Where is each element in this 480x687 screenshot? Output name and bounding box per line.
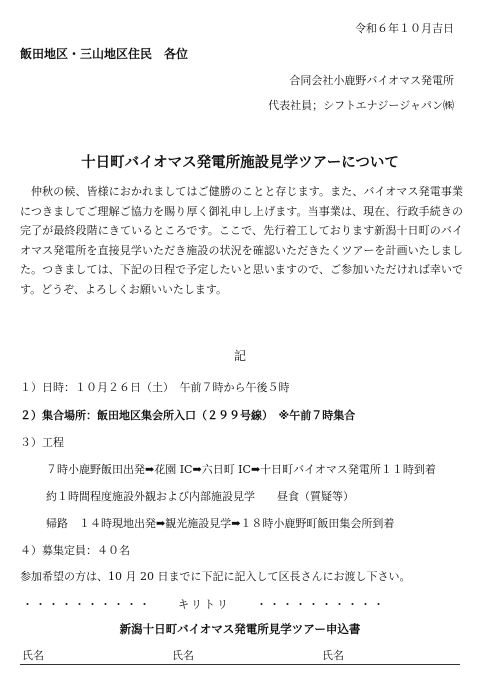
ki-heading: 記 [233,349,246,363]
addressee: 飯田地区・三山地区住民 各位 [20,47,189,61]
form-title: 新潟十日町バイオマス発電所見学ツアー申込書 [119,622,361,636]
schedule-line-3: 帰路 １４時現地出発➡観光施設見学➡１８時小鹿野町飯田集会所到着 [46,517,395,530]
item-schedule-heading: ３）工程 [20,436,64,449]
sender-company: 合同会社小鹿野バイオマス発電所 [289,74,454,87]
item-meeting-place: ２）集合場所：飯田地区集会所入口（２９９号線） ※午前７時集合 [20,409,356,422]
name-label-3: 氏名 [322,649,344,662]
schedule-line-1: ７時小鹿野飯田出発➡花園 IC➡六日町 IC➡十日町バイオマス発電所１１時到着 [46,463,436,476]
name-underline [20,664,460,665]
schedule-line-2: 約１時間程度施設外観および内部施設見学 昼食（質疑等） [46,490,354,503]
body-paragraph: 仲秋の候、皆様におかれましてはご健勝のことと存じます。また、バイオマス発電事業につきましてご理解ご協力を賜り厚く御礼申し上げます。当事業は、現在、行政手続きの完了が最終段階にきているところです。ここで、先行着工しております新潟十日町のバイオマス発電所を直接見学いただき施設の状況を確認いただきたくツアーを計画いたしました。つきましては、下記の日程で予定したいと思いますので、ご参加いただければ幸いです。どうぞ、よろしくお願いいたします。 [20,185,463,296]
instruction-text: 参加希望の方は、10 月 20 日までに下記に記入して区長さんにお渡し下さい。 [20,570,411,583]
issue-date: 令和６年１０月吉日 [355,22,454,35]
item-datetime: １）日時：１０月２６日（土） 午前７時から午後５時 [20,381,290,394]
name-label-1: 氏名 [22,649,44,662]
document-title: 十日町バイオマス発電所施設見学ツアーについて [81,155,399,171]
cut-line: ・・・・・・・・・・ キリトリ ・・・・・・・・・・ [22,598,386,611]
name-label-2: 氏名 [172,649,194,662]
sender-representative: 代表社員；シフトエナジージャパン㈱ [268,99,454,112]
item-capacity: ４）募集定員：４０名 [20,544,130,557]
